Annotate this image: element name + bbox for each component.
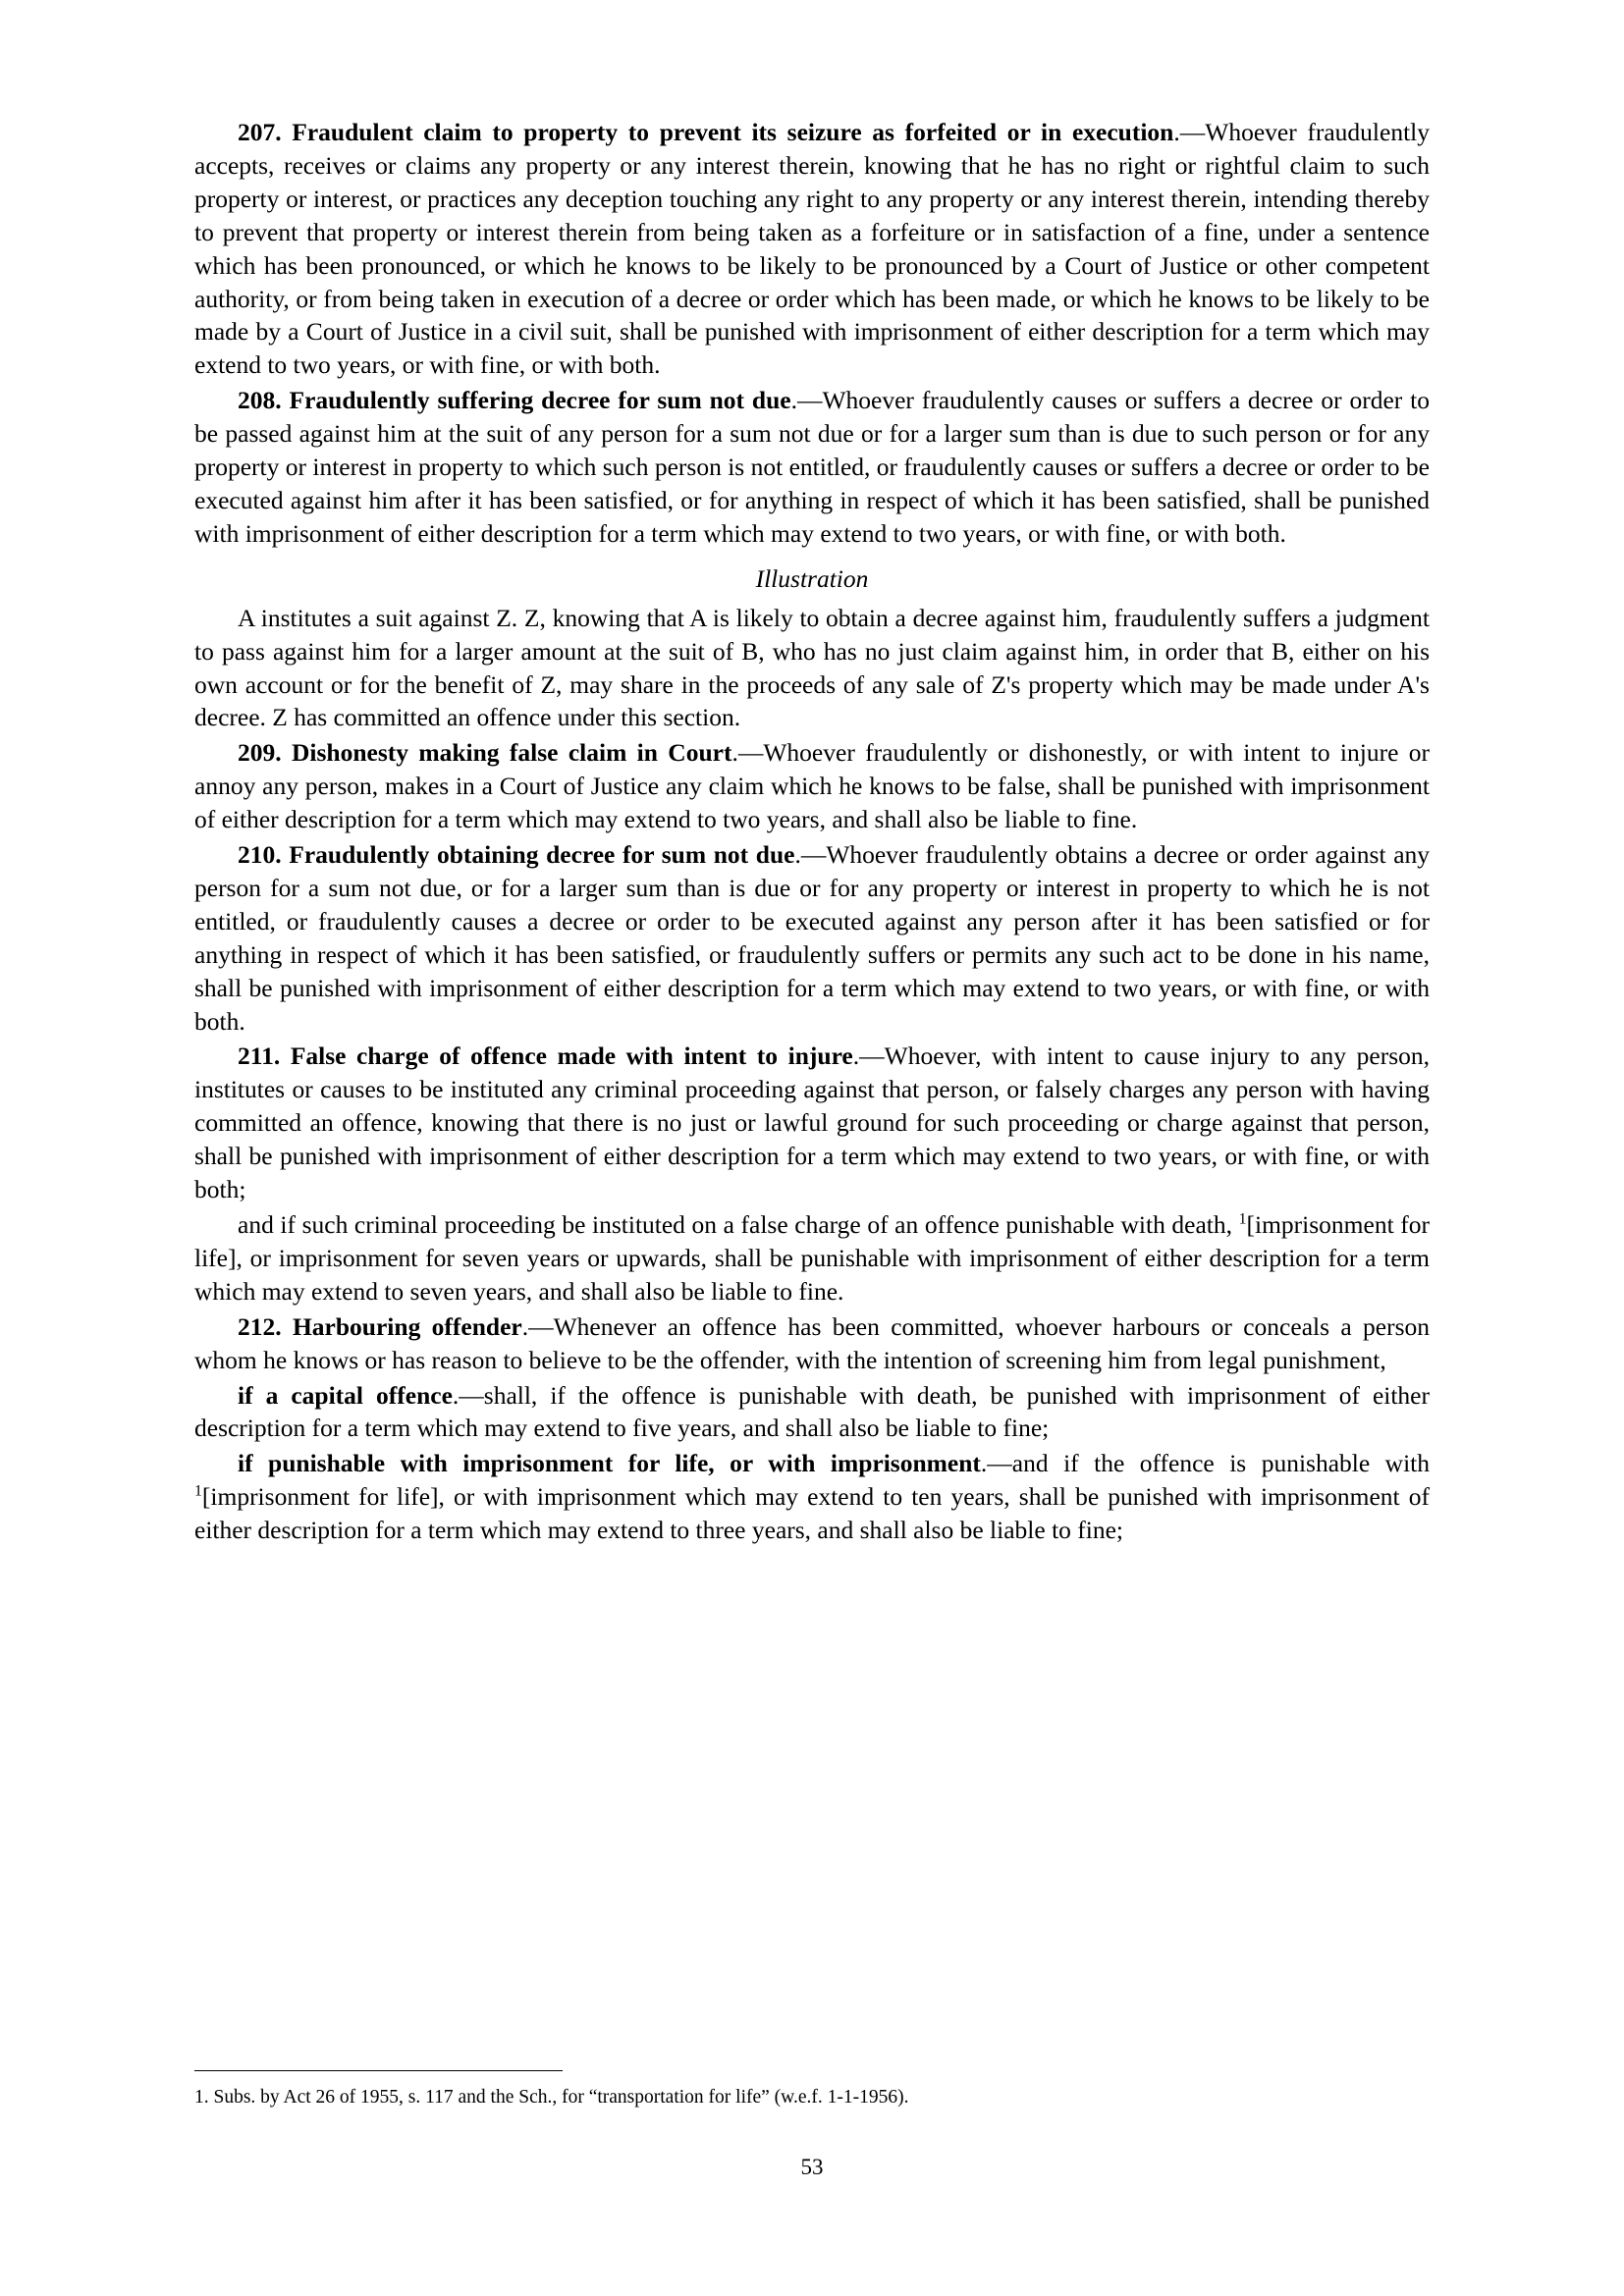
section-212-body: .—Whenever an offence has been committed, whoever harbours or conceals a person whom he knows or has reason to believe to be the offender, with the intention of screening him from legal punishment, — [194, 1311, 1430, 1374]
section-209 — [194, 736, 1430, 836]
page-body — [194, 116, 1430, 1547]
clause-capital-offence — [194, 1379, 1430, 1446]
section-209-body: .—Whoever fraudulently or dishonestly, or with intent to injure or annoy any person, makes in a Court of Justice any claim which he knows to be false, shall be punished with imprisonment of either description for a term which may extend to two years, and shall also be liable to fine. — [194, 738, 1431, 834]
section-210-heading: 210. Fraudulently obtaining decree for sum not due — [238, 840, 795, 870]
section-212 — [194, 1310, 1430, 1377]
illustration-heading: Illustration — [755, 563, 869, 593]
section-208-body: .—Whoever fraudulently causes or suffers a decree or order to be passed against him at the suit of any person for a sum not due or for a larger sum than is due to such person or for any property or interest in property to which such person is not entitled, or fraudulently causes or suffers a decree or order to be executed against him after it has been satisfied, or for anything in respect of which it has been satisfied, shall be punished with imprisonment of either description for a term which may extend to two years, or with fine, or with both. — [194, 386, 1430, 548]
footnote-marker-1-second: 1 — [194, 1482, 202, 1500]
section-212-heading: 212. Harbouring offender — [238, 1311, 522, 1341]
footnote-divider — [194, 2070, 563, 2071]
footnote-area — [194, 2070, 1430, 2180]
clause-capital-offence-body: .—shall, if the offence is punishable with death, be punished with imprisonment of either description for a term which may extend to five years, and shall also be liable to fine; — [194, 1380, 1430, 1443]
page-number: 53 — [800, 2155, 824, 2179]
section-210-body: .—Whoever fraudulently obtains a decree or order against any person for a sum not due, or for a larger sum than is due or for any property or interest in property to which he is not entitled, or fraudulently causes a decree or order to be executed against any person after it has been satisfied or for anything in respect of which it has been satisfied, or fraudulently suffers or permits any such act to be done in his name, shall be punished with imprisonment of either description for a term which may extend to two years, or with fine, or with both. — [194, 840, 1431, 1036]
footnote-marker-1: 1 — [1238, 1210, 1247, 1228]
section-208 — [194, 384, 1430, 551]
section-211-body: .—Whoever, with intent to cause injury to any person, institutes or causes to be instituted any criminal proceeding against that person, or falsely charges any person with having committed an offence, knowing that there is no just or lawful ground for such proceeding or charge against that person, shall be punished with imprisonment of either description for a term which may extend to two years, or with fine, or with both; — [194, 1041, 1430, 1204]
section-210 — [194, 838, 1430, 1038]
section-208-heading: 208. Fraudulently suffering decree for sum not due — [238, 386, 791, 415]
section-211-heading: 211. False charge of offence made with intent to injure — [238, 1041, 853, 1071]
section-207 — [194, 116, 1430, 382]
section-207-heading: 207. Fraudulent claim to property to prevent its seizure as forfeited or in execution — [238, 118, 1174, 146]
section-209-heading: 209. Dishonesty making false claim in Court — [238, 738, 732, 768]
clause-imprisonment-for-life-body-post: [imprisonment for life], or with imprisonment which may extend to ten years, shall be punished with imprisonment of either description for a term which may extend to three years, and shall also be liable to fine; — [194, 1482, 1430, 1545]
section-207-body: .—Whoever fraudulently accepts, receives or claims any property or any interest therein, knowing that he has no right or rightful claim to such property or interest, or practices any deception touching any right to any property or any interest therein, intending thereby to prevent that property or interest therein from being taken as a forfeiture or in satisfaction of a fine, under a sentence which has been pronounced, or which he knows to be likely to be pronounced by a Court of Justice or other competent authority, or from being taken in execution of a decree or order which has been made, or which he knows to be likely to be made by a Court of Justice in a civil suit, shall be punished with imprisonment of either description for a term which may extend to two years, or with fine, or with both. — [194, 118, 1430, 380]
illustration-text: A institutes a suit against Z. Z, knowing that A is likely to obtain a decree against him, fraudulently suffers a judgment to pass against him for a larger amount at the suit of B, who has no just claim against him, in order that B, either on his own account or for the benefit of Z, may share in the proceeds of any sale of Z's property which may be made under A's decree. Z has committed an offence under this section. — [194, 603, 1430, 732]
clause-imprisonment-for-life — [194, 1447, 1430, 1547]
section-211-continued — [194, 1208, 1430, 1308]
clause-imprisonment-for-life-heading: if punishable with imprisonment for life, or with imprisonment — [238, 1449, 981, 1478]
clause-imprisonment-for-life-body-pre: .—and if the offence is punishable with — [980, 1449, 1430, 1478]
clause-capital-offence-heading: if a capital offence — [238, 1380, 453, 1410]
footnote-1: 1. Subs. by Act 26 of 1955, s. 117 and the Sch., for “transportation for life” (w.e.f. 1-1-1956). — [194, 2086, 909, 2108]
section-211-continued-post: [imprisonment for life], or imprisonment for seven years or upwards, shall be punishable with imprisonment of either description for a term which may extend to seven years, and shall also be liable to fine. — [194, 1210, 1430, 1306]
section-211-continued-pre: and if such criminal proceeding be instituted on a false charge of an offence punishable with death, — [238, 1210, 1239, 1239]
section-211 — [194, 1040, 1430, 1206]
